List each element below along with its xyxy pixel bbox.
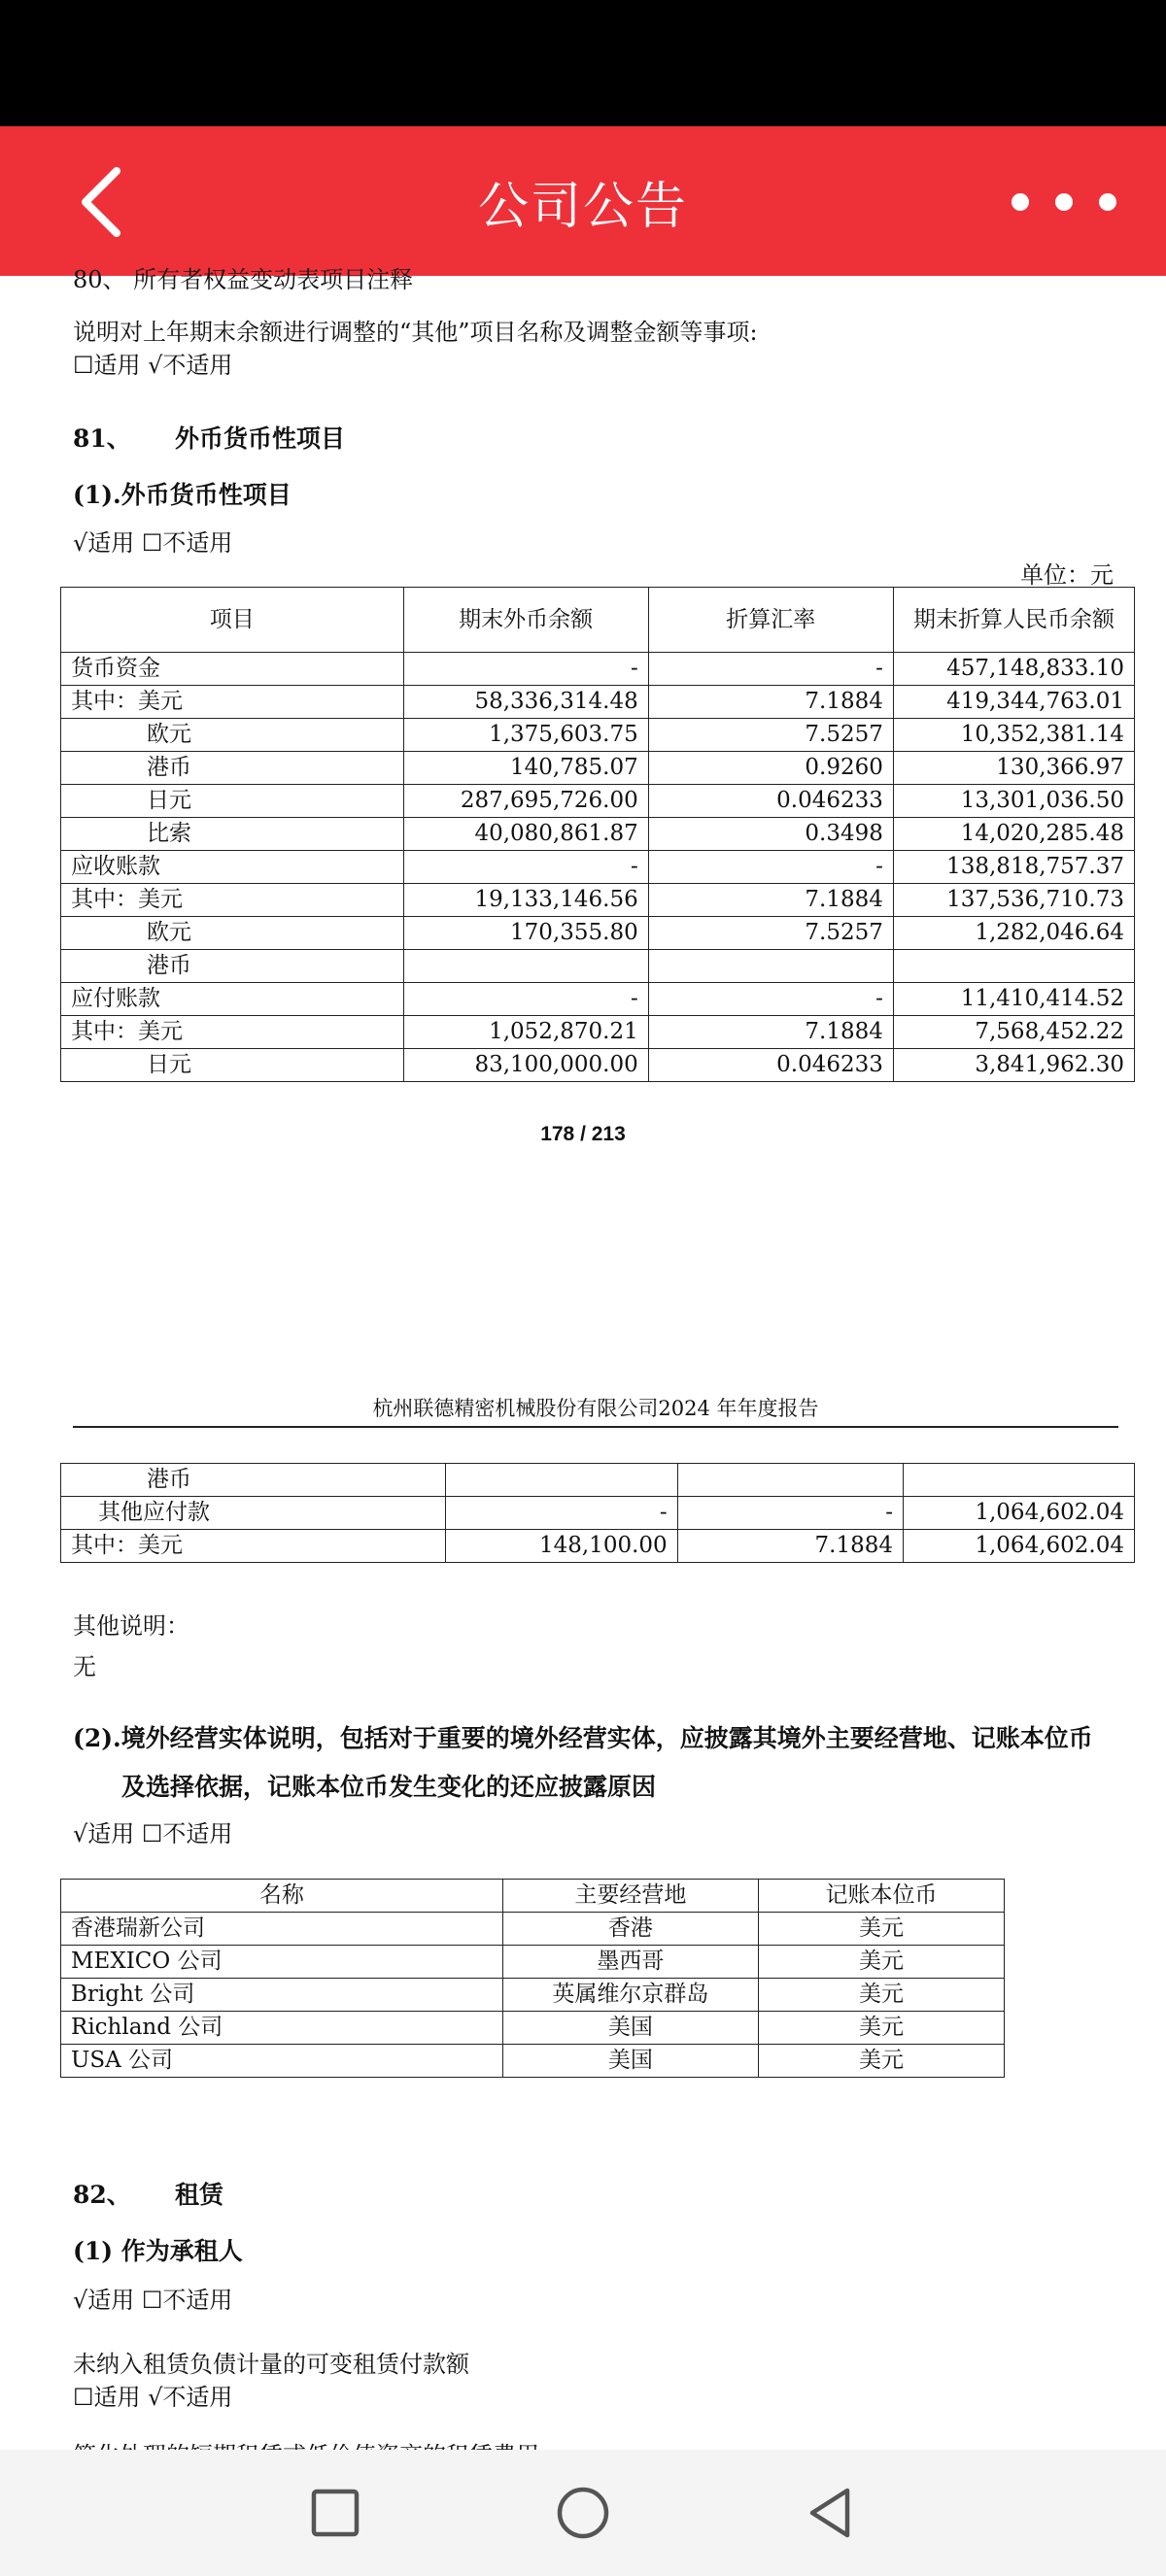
other-note-label: 其他说明： — [73, 1612, 189, 1640]
cell-fx — [403, 950, 648, 983]
cell-item: 其他应付款 — [61, 1497, 446, 1530]
back-arrow-icon[interactable] — [68, 163, 146, 241]
table-row — [61, 1049, 1135, 1082]
header-item: 项目 — [61, 588, 404, 653]
cell-name: Richland 公司 — [61, 2012, 503, 2045]
sub1-applicability: √适用 ☐不适用 — [73, 529, 233, 557]
cell-fx: 287,695,726.00 — [403, 785, 648, 818]
cell-rmb: 419,344,763.01 — [893, 686, 1134, 719]
cell-currency: 美元 — [758, 1946, 1004, 1979]
table-row — [61, 1913, 1005, 1946]
cell-item: 货币资金 — [61, 653, 404, 686]
sec80-desc: 说明对上年期末余额进行调整的“其他”项目名称及调整金额等事项: — [73, 319, 758, 346]
status-bar — [0, 0, 1166, 126]
cell-rmb: 11,410,414.52 — [893, 983, 1134, 1016]
cell-rmb: 13,301,036.50 — [893, 785, 1134, 818]
cell-fx: 83,100,000.00 — [403, 1049, 648, 1082]
cell-currency: 美元 — [758, 2045, 1004, 2078]
cell-location: 英属维尔京群岛 — [502, 1979, 758, 2012]
lessee-applicability: √适用 ☐不适用 — [73, 2287, 233, 2314]
table-row — [61, 653, 1135, 686]
cell-item: 其中：美元 — [61, 884, 404, 917]
cell-location: 美国 — [502, 2012, 758, 2045]
cell-fx: 148,100.00 — [445, 1530, 677, 1563]
cell-item: 欧元 — [61, 719, 404, 752]
more-dots-icon[interactable] — [1001, 173, 1127, 231]
sub1-title: (1).外币货币性项目 — [73, 481, 292, 509]
sec80-title: 80、 所有者权益变动表项目注释 — [73, 266, 414, 293]
cell-rate: 0.046233 — [648, 1049, 893, 1082]
cell-name: USA 公司 — [61, 2045, 503, 2078]
table-row — [61, 1497, 1135, 1530]
app-bar — [0, 126, 1166, 276]
fx-monetary-table-continued — [60, 1463, 1135, 1563]
cell-rate: 7.5257 — [648, 719, 893, 752]
table-row — [61, 884, 1135, 917]
sec81-title: 外币货币性项目 — [175, 424, 346, 453]
document-viewer[interactable] — [0, 266, 1166, 2450]
cell-fx: - — [403, 983, 648, 1016]
sub2-applicability: √适用 ☐不适用 — [73, 1820, 233, 1847]
cell-fx: - — [445, 1497, 677, 1530]
circle-icon[interactable] — [549, 2479, 617, 2547]
cell-item: 其中：美元 — [61, 1016, 404, 1049]
cell-rate: - — [677, 1497, 903, 1530]
cell-fx — [445, 1464, 677, 1497]
cell-fx: 1,052,870.21 — [403, 1016, 648, 1049]
page-number: 178 / 213 — [540, 1123, 626, 1145]
table-row — [61, 983, 1135, 1016]
cell-fx: 40,080,861.87 — [403, 818, 648, 851]
cell-rmb — [893, 950, 1134, 983]
cell-fx: 170,355.80 — [403, 917, 648, 950]
unit-label: 单位：元 — [1020, 561, 1114, 589]
sub2-title-line1: (2).境外经营实体说明，包括对于重要的境外经营实体，应披露其境外主要经营地、记账本位币 — [73, 1724, 1093, 1752]
cell-location: 美国 — [502, 2045, 758, 2078]
table-row — [61, 2012, 1005, 2045]
cell-location: 香港 — [502, 1913, 758, 1946]
cell-fx: 19,133,146.56 — [403, 884, 648, 917]
cell-item: 应付账款 — [61, 983, 404, 1016]
cell-rmb: 7,568,452.22 — [893, 1016, 1134, 1049]
cell-rate: 0.9260 — [648, 752, 893, 785]
table-row — [61, 1464, 1135, 1497]
cell-rate: 0.046233 — [648, 785, 893, 818]
header-currency: 记账本位币 — [758, 1880, 1004, 1913]
cell-item: 日元 — [61, 1049, 404, 1082]
app-title: 公司公告 — [477, 177, 688, 236]
cell-currency: 美元 — [758, 1913, 1004, 1946]
cell-location: 墨西哥 — [502, 1946, 758, 1979]
cell-rate: - — [648, 653, 893, 686]
cell-item: 其中：美元 — [61, 1530, 446, 1563]
cell-rmb: 457,148,833.10 — [893, 653, 1134, 686]
table-row — [61, 2045, 1005, 2078]
cell-rate: 7.1884 — [648, 884, 893, 917]
cell-rate: 7.5257 — [648, 917, 893, 950]
sec80-applicability: ☐适用 √不适用 — [73, 352, 233, 379]
cell-item: 应收账款 — [61, 851, 404, 884]
cell-rate: 7.1884 — [648, 1016, 893, 1049]
cell-rmb: 137,536,710.73 — [893, 884, 1134, 917]
cell-item: 港币 — [61, 752, 404, 785]
cell-fx: 140,785.07 — [403, 752, 648, 785]
cell-rmb: 130,366.97 — [893, 752, 1134, 785]
cell-rmb — [904, 1464, 1135, 1497]
cell-rate: - — [648, 851, 893, 884]
header-rmb-balance: 期末折算人民币余额 — [893, 588, 1134, 653]
fx-monetary-table — [60, 587, 1135, 1082]
cell-item: 日元 — [61, 785, 404, 818]
table-row — [61, 818, 1135, 851]
table-row — [61, 1946, 1005, 1979]
cell-rmb: 1,064,602.04 — [904, 1497, 1135, 1530]
cell-item: 港币 — [61, 1464, 446, 1497]
cell-rmb: 14,020,285.48 — [893, 818, 1134, 851]
cell-fx: 1,375,603.75 — [403, 719, 648, 752]
table-row — [61, 917, 1135, 950]
header-fx-balance: 期末外币余额 — [403, 588, 648, 653]
cell-rmb: 1,064,602.04 — [904, 1530, 1135, 1563]
table-row — [61, 1016, 1135, 1049]
variable-lease-label: 未纳入租赁负债计量的可变租赁付款额 — [73, 2351, 469, 2378]
header-name: 名称 — [61, 1880, 503, 1913]
lessee-title: (1) 作为承租人 — [73, 2237, 243, 2265]
cell-name: MEXICO 公司 — [61, 1946, 503, 1979]
sub2-title-line2: 及选择依据，记账本位币发生变化的还应披露原因 — [121, 1773, 657, 1801]
table-row — [61, 752, 1135, 785]
table-row — [61, 1979, 1005, 2012]
sec82-number: 82、 — [73, 2181, 131, 2209]
sec81-heading — [73, 420, 345, 455]
cell-rate: 7.1884 — [648, 686, 893, 719]
cell-name: Bright 公司 — [61, 1979, 503, 2012]
variable-lease-applicability: ☐适用 √不适用 — [73, 2384, 233, 2411]
cell-rate: - — [648, 983, 893, 1016]
cell-rate: 0.3498 — [648, 818, 893, 851]
system-nav-bar — [0, 2450, 1166, 2576]
cell-rate — [648, 950, 893, 983]
cell-item: 比索 — [61, 818, 404, 851]
table-row — [61, 719, 1135, 752]
header-rate: 折算汇率 — [648, 588, 893, 653]
sec81-number: 81、 — [73, 424, 131, 453]
cell-fx: 58,336,314.48 — [403, 686, 648, 719]
sec82-title: 租赁 — [175, 2181, 224, 2209]
square-icon[interactable] — [301, 2479, 369, 2547]
cell-item: 港币 — [61, 950, 404, 983]
table-row — [61, 1530, 1135, 1563]
header-location: 主要经营地 — [502, 1880, 758, 1913]
cell-item: 欧元 — [61, 917, 404, 950]
table-row — [61, 950, 1135, 983]
sec82-heading — [73, 2176, 223, 2211]
cell-rate: 7.1884 — [677, 1530, 903, 1563]
cell-currency: 美元 — [758, 1979, 1004, 2012]
cell-rmb: 3,841,962.30 — [893, 1049, 1134, 1082]
cell-rmb: 10,352,381.14 — [893, 719, 1134, 752]
cell-rmb: 138,818,757.37 — [893, 851, 1134, 884]
cell-currency: 美元 — [758, 2012, 1004, 2045]
triangle-back-icon[interactable] — [797, 2479, 865, 2547]
table-row — [61, 686, 1135, 719]
cell-rate — [677, 1464, 903, 1497]
other-note-value: 无 — [73, 1653, 96, 1680]
cell-fx: - — [403, 653, 648, 686]
cell-name: 香港瑞新公司 — [61, 1913, 503, 1946]
table-row — [61, 851, 1135, 884]
cell-item: 其中：美元 — [61, 686, 404, 719]
table-header-row — [61, 1880, 1005, 1913]
overseas-entity-table — [60, 1879, 1005, 2078]
report-header: 杭州联德精密机械股份有限公司2024 年年度报告 — [73, 1393, 1118, 1428]
table-row — [61, 785, 1135, 818]
table-header-row — [61, 588, 1135, 653]
cell-rmb: 1,282,046.64 — [893, 917, 1134, 950]
cell-fx: - — [403, 851, 648, 884]
